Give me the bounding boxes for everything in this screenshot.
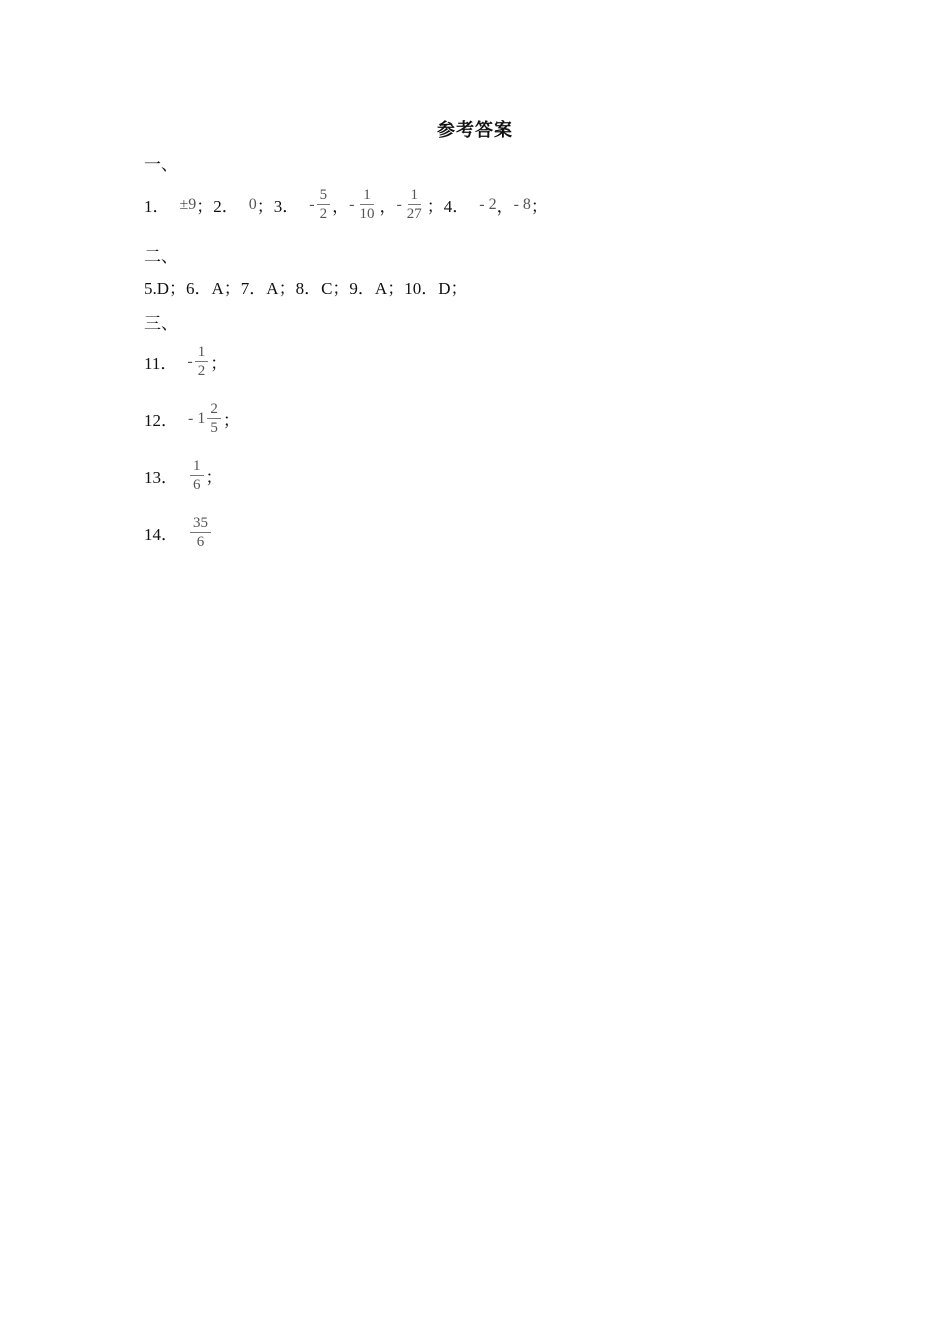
q13-end: ； <box>205 468 223 487</box>
q3-fraction-1-numerator: 5 <box>317 186 331 205</box>
q2-separator: ； <box>256 197 274 216</box>
q13-numerator: 1 <box>190 457 204 476</box>
q3-neg-sign-1: - <box>309 195 315 213</box>
q3-comma-2: ， <box>379 197 397 216</box>
q14-fraction <box>190 514 211 551</box>
page-title: 参考答案 <box>437 120 513 141</box>
section-one-heading: 一、 <box>144 155 178 175</box>
q12-numerator: 2 <box>207 400 221 419</box>
q3-fraction-2-numerator: 1 <box>360 186 374 205</box>
answer-12 <box>144 400 240 437</box>
q14-denominator: 6 <box>196 534 205 550</box>
q1-answer: ±9 <box>179 195 197 213</box>
q3-number: 3． <box>273 197 300 216</box>
q3-fraction-2-denominator: 10 <box>359 206 375 222</box>
q11-number: 11． <box>144 354 178 373</box>
q3-neg-sign-3: - <box>396 195 402 213</box>
q3-fraction-3-denominator: 27 <box>406 206 422 222</box>
q3-fraction-1 <box>317 186 331 223</box>
q12-fraction <box>207 400 221 437</box>
q12-denominator: 5 <box>210 420 218 436</box>
section-two-heading: 二、 <box>144 247 178 267</box>
q3-separator: ； <box>426 197 444 216</box>
q1-separator: ； <box>196 197 214 216</box>
q12-whole-part: - 1 <box>188 409 206 427</box>
q11-neg-sign: - <box>187 352 193 370</box>
q11-denominator: 2 <box>197 363 206 379</box>
q3-fraction-2 <box>356 186 377 223</box>
q11-numerator: 1 <box>195 343 209 362</box>
q11-fraction <box>195 343 209 380</box>
q1-number: 1． <box>144 197 170 216</box>
q3-fraction-1-denominator: 2 <box>319 206 328 222</box>
section-three-heading: 三、 <box>144 314 178 334</box>
q13-number: 13． <box>144 468 178 487</box>
q3-comma-1: ， <box>332 197 350 216</box>
q11-end: ； <box>210 354 228 373</box>
q13-denominator: 6 <box>193 477 201 493</box>
q3-fraction-3-numerator: 1 <box>408 186 422 205</box>
answers-row-5-10: 5.D；6．A；7．A；8．C；9．A；10．D； <box>144 279 468 298</box>
q14-numerator: 35 <box>190 514 211 533</box>
q4-separator: ； <box>530 197 548 216</box>
answer-13 <box>144 457 223 494</box>
q4-number: 4． <box>443 197 470 216</box>
q4-answer-1: - 2 <box>479 195 497 213</box>
q13-fraction <box>190 457 204 494</box>
q12-end: ； <box>222 411 240 430</box>
q4-answer-2: - 8 <box>513 195 531 213</box>
q4-comma: ， <box>496 197 514 216</box>
answer-11 <box>144 343 227 380</box>
q14-number: 14． <box>144 525 178 544</box>
q2-number: 2． <box>213 197 239 216</box>
answer-14 <box>144 514 213 551</box>
answers-row-1-4 <box>144 186 548 223</box>
q12-number: 12． <box>144 411 178 430</box>
q2-answer: 0 <box>248 195 257 213</box>
q3-neg-sign-2: - <box>349 195 355 213</box>
q3-fraction-3 <box>404 186 425 223</box>
